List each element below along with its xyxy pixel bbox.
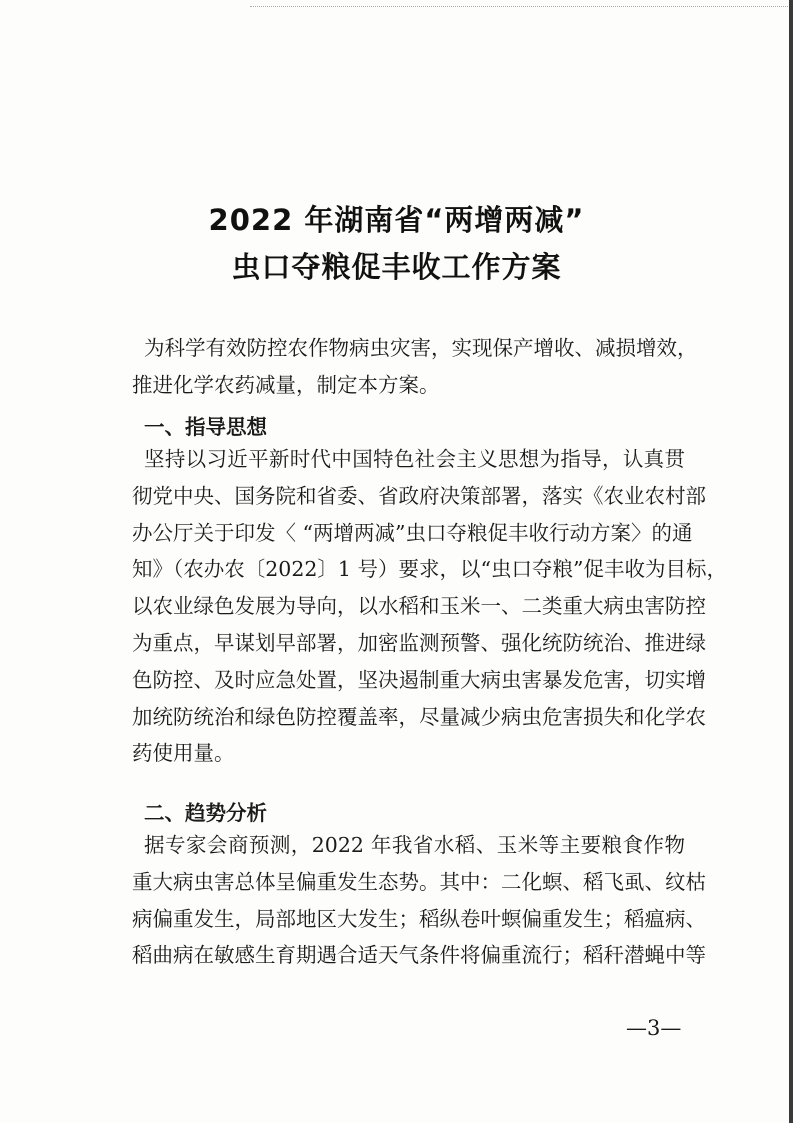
section2-line: 稻曲病在敏感生育期遇合适天气条件将偏重流行；稻秆潜蝇中等 [132, 943, 706, 968]
page-number: —3— [626, 1016, 682, 1040]
scan-artifact [250, 6, 790, 9]
section1-line: 药使用量。 [132, 741, 235, 766]
section1-paragraph [132, 441, 727, 772]
section1-line: 为重点，早谋划早部署，加密监测预警、强化统防统治、推进绿 [132, 630, 706, 655]
intro-line: 为科学有效防控农作物病虫灾害，实现保产增收、减损增效， [144, 336, 698, 360]
document-title-line2: 虫口夺粮促丰收工作方案 [231, 250, 562, 284]
section1-line: 色防控、及时应急处置，坚决遏制重大病虫害暴发危害，切实增 [132, 667, 706, 692]
intro-paragraph [132, 330, 698, 404]
intro-line: 推进化学农药减量，制定本方案。 [132, 372, 440, 397]
section1-line: 办公厅关于印发〈 “两增两减”虫口夺粮促丰收行动方案〉的通 [132, 520, 693, 545]
section2-paragraph [132, 827, 706, 974]
section2-line: 病偏重发生，局部地区大发生；稻纵卷叶螟偏重发生；稻瘟病、 [132, 906, 706, 931]
section1-line: 以农业绿色发展为导向，以水稻和玉米一、二类重大病虫害防控 [132, 594, 706, 619]
section2-line: 重大病虫害总体呈偏重发生态势。其中：二化螟、稻飞虱、纹枯 [132, 869, 706, 894]
section2-heading: 二、趋势分析 [144, 801, 267, 825]
section1-line: 彻党中央、国务院和省委、省政府决策部署，落实《农业农村部 [132, 483, 706, 508]
document-title-line1: 2022 年湖南省“两增两减” [208, 203, 585, 237]
section1-line: 坚持以习近平新时代中国特色社会主义思想为指导，认真贯 [144, 447, 685, 471]
section1-line: 知》（农办农〔2022〕1 号）要求，以“虫口夺粮”促丰收为目标， [132, 557, 727, 582]
section2-line: 据专家会商预测，2022 年我省水稻、玉米等主要粮食作物 [144, 833, 685, 857]
page-edge [789, 0, 793, 1123]
section1-line: 加统防统治和绿色防控覆盖率，尽量减少病虫危害损失和化学农 [132, 704, 706, 729]
section1-heading: 一、指导思想 [144, 415, 267, 439]
